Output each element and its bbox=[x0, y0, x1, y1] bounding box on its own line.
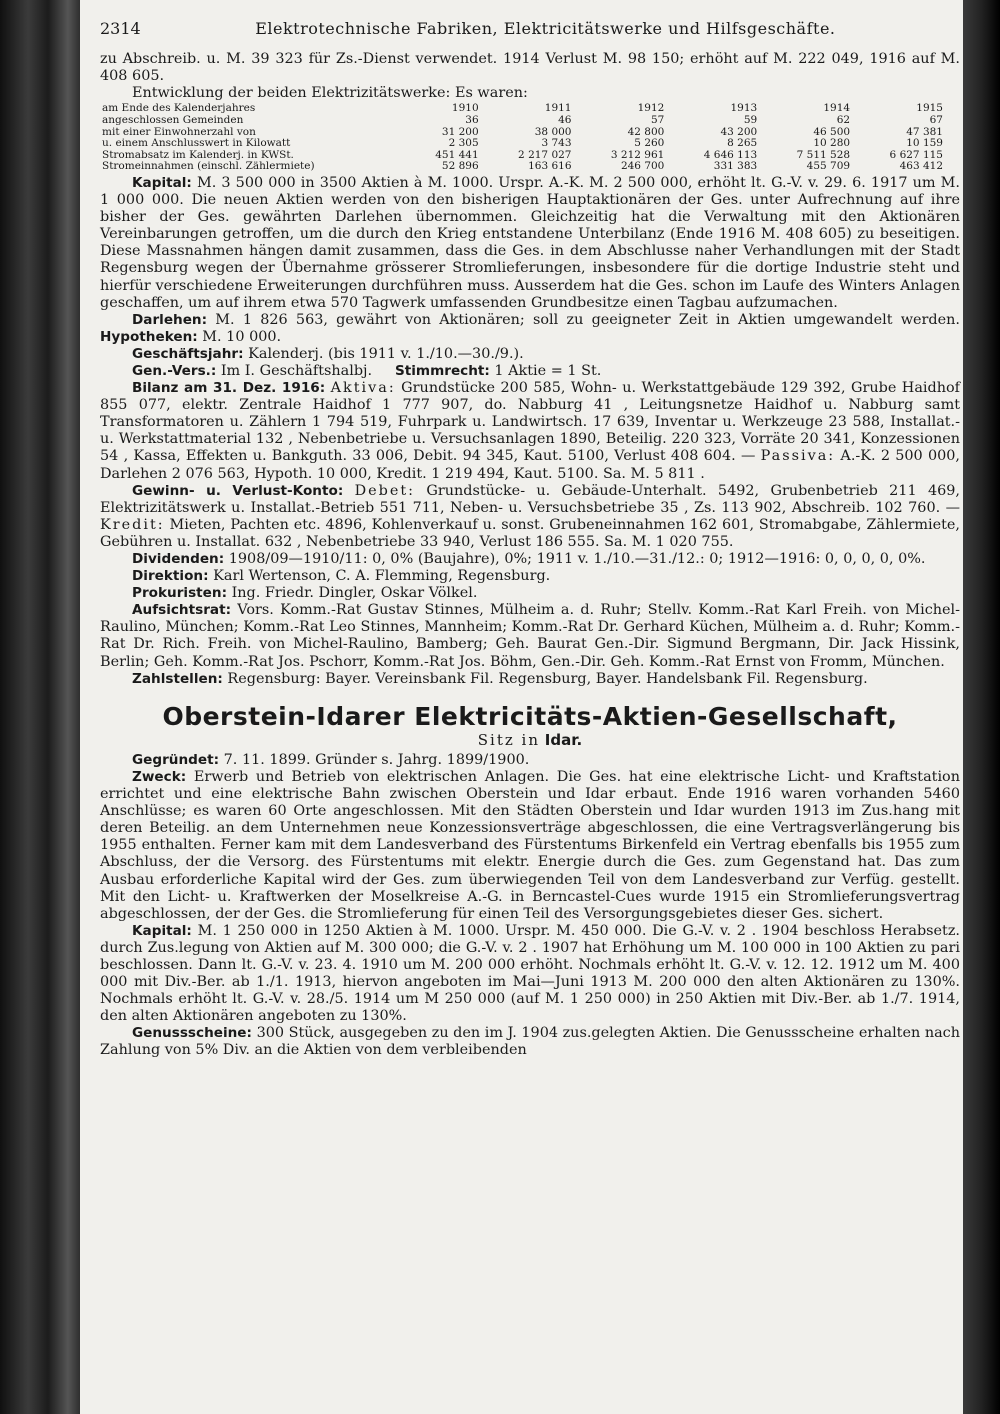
zahlstellen-section bbox=[100, 671, 960, 688]
dividenden-text: 1908/09—1910/11: 0, 0% (Baujahre), 0%; 1911 v. 1./10.—31./12.: 0; 1912—1916: 0, 0, 0, 0, 0%. bbox=[228, 551, 926, 567]
stats-row bbox=[100, 138, 945, 150]
kapital-text: M. 3 500 000 in 3500 Aktien à M. 1000. Urspr. A.-K. M. 2 500 000, erhöht lt. G.-V. v. 29. 6. 1917 um M. 1 000 000. Die neuen Aktien werden von den bisherigen Hauptaktionären der Ges. unter Aufrechnung auf ihre bisher der Ges. gewährten Darlehen übernommen. Gleichzeitig hat die Verwaltung mit den Aktionären Vereinbarungen getroffen, um die durch den Krieg entstandene Unterbilanz (Ende 1916 M. 408 605) zu beseitigen. Diese Massnahmen hängen damit zusammen, dass die Ges. in dem Abschlusse naher Verhandlungen mit der Stadt Regensburg wegen der Übernahme grösserer Stromlieferungen, insbesondere für die dortige Industrie steht und hierfür verschiedene Erweiterungen durchführen muss. Ausserdem hat die Ges. schon im Laufe des Winters Anlagen geschaffen, um auf ihrem etwa 570 Tagwerk umfassenden Grundbesitze einen Tagbau aufzumachen. bbox=[100, 174, 960, 311]
stats-cell: 52 896 bbox=[441, 160, 479, 173]
guv-label: Gewinn- u. Verlust-Konto: bbox=[132, 482, 344, 499]
debet-label: Debet: bbox=[354, 482, 416, 499]
page-edge-shadow bbox=[963, 0, 1000, 1414]
sitz-city: Idar. bbox=[544, 730, 583, 749]
direktion-text: Karl Wertenson, C. A. Flemming, Regensburg. bbox=[213, 568, 551, 585]
stats-row-label: angeschlossen Gemeinden bbox=[102, 113, 244, 126]
dividenden-label: Dividenden: bbox=[132, 551, 225, 567]
stats-cell: 1912 bbox=[637, 102, 665, 115]
genussscheine-section bbox=[100, 1025, 960, 1059]
bilanz-section bbox=[100, 380, 960, 483]
gj-label: Geschäftsjahr: bbox=[132, 345, 244, 362]
stats-row-label: Stromeinnahmen (einschl. Zählermiete) bbox=[102, 160, 315, 173]
darlehen-text: M. 1 826 563, gewährt von Aktionären; soll zu geeigneter Zeit in Aktien umgewandelt werden. bbox=[215, 311, 960, 328]
geschaeftsjahr-section bbox=[100, 346, 960, 363]
kapital-section bbox=[100, 175, 960, 312]
running-header bbox=[100, 20, 960, 37]
stats-cell: 463 412 bbox=[899, 160, 943, 173]
stats-cell: 6 627 115 bbox=[889, 148, 943, 161]
stimmrecht-text: 1 Aktie = 1 St. bbox=[494, 362, 602, 379]
intro-paragraph: zu Abschreib. u. M. 39 323 für Zs.-Dienst verwendet. 1914 Verlust M. 98 150; erhöht auf M. 222 049, 1916 auf M. 408 605. bbox=[100, 51, 960, 85]
kapital2-label: Kapital: bbox=[132, 922, 192, 939]
stats-row-label: u. einem Anschlusswert in Kilowatt bbox=[102, 137, 291, 150]
bilanz-label: Bilanz am 31. Dez. 1916: bbox=[132, 380, 326, 397]
darlehen-section bbox=[100, 312, 960, 346]
company-heading: Oberstein-Idarer Elektricitäts-Aktien-Gesellschaft, bbox=[162, 701, 898, 731]
stimmrecht-label: Stimmrecht: bbox=[394, 362, 490, 379]
zweck-section bbox=[100, 769, 960, 923]
stats-cell: 10 159 bbox=[906, 137, 943, 150]
genussscheine-label: Genussscheine: bbox=[132, 1025, 252, 1042]
development-intro: Entwicklung der beiden Elektrizitätswerke: Es waren: bbox=[132, 85, 528, 102]
zweck-label: Zweck: bbox=[132, 768, 187, 785]
stats-cell: 46 500 bbox=[813, 125, 851, 138]
direktion-label: Direktion: bbox=[132, 568, 209, 585]
aufsichtsrat-label: Aufsichtsrat: bbox=[132, 602, 231, 619]
gv-text: Im I. Geschäftshalbj. bbox=[220, 362, 373, 379]
aktiva-label: Aktiva: bbox=[330, 380, 396, 397]
bilanz-passiva-text: A.-K. 2 500 000, Darlehen 2 076 563, Hypoth. 10 000, Kredit. 1 219 494, Kaut. 5100. Sa. M. 5 811 . bbox=[100, 448, 961, 482]
stats-cell: 67 bbox=[929, 113, 943, 126]
sitz-prefix: Sitz in bbox=[477, 730, 541, 749]
stats-cell: 4 646 113 bbox=[703, 148, 758, 161]
page-number: 2314 bbox=[100, 19, 141, 38]
stats-cell: 47 381 bbox=[906, 125, 943, 138]
kapital2-text: M. 1 250 000 in 1250 Aktien à M. 1000. Urspr. M. 450 000. Die G.-V. v. 2 . 1904 beschloss Herabsetz. durch Zus.legung von Aktien auf M. 300 000; die G.-V. v. 2 . 1907 hat Erhöhung um M. 100 000 in 100 Aktien zu pari beschlossen. Dann lt. G.-V. v. 23. 4. 1910 um M. 200 000 erhöht. Nochmals erhöht lt. G.-V. v. 12. 12. 1912 um M. 400 000 mit Div.-Ber. ab 1./1. 1913, hiervon angeboten im Mai—Juni 1913 M. 200 000 den alten Aktionären zu 130%. Nochmals erhöht lt. G.-V. v. 28./5. 1914 um M 250 000 (auf M. 1 250 000) in 250 Aktien mit Div.-Ber. ab 1./7. 1914, den alten Aktionären angeboten zu 130%. bbox=[100, 922, 961, 1025]
kapital-label: Kapital: bbox=[132, 174, 192, 191]
guv-debet-text: Grundstücke- u. Gebäude-Unterhalt. 5492, Grubenbetrieb 211 469, Elektrizitätswerk u. Installat.-Betrieb 551 711, Neben- u. Versuchsbetriebe 35 , Zs. 113 902, Abschreib. 102 760. — bbox=[100, 482, 960, 516]
darlehen-label: Darlehen: bbox=[132, 311, 208, 328]
aufsichtsrat-text: Vors. Komm.-Rat Gustav Stinnes, Mülheim a. d. Ruhr; Stellv. Komm.-Rat Karl Freih. von Michel-Raulino, München; Komm.-Rat Leo Stinnes, Mannheim; Komm.-Rat Dr. Gerhard Küchen, Mülheim a. d. Ruhr; Komm.-Rat Dr. Rich. Freih. von Michel-Raulino, Bamberg; Geh. Baurat Gen.-Dir. Sigmund Bergmann, Dir. Jack Hissink, Berlin; Geh. Komm.-Rat Jos. Pschorr, Komm.-Rat Jos. Böhm, Gen.-Dir. Geh. Komm.-Rat Ernst von Fromm, München. bbox=[100, 602, 961, 670]
stats-cell: 31 200 bbox=[441, 125, 479, 138]
stats-cell: 3 743 bbox=[541, 137, 572, 150]
stats-cell: 1915 bbox=[916, 102, 943, 115]
stats-cell: 57 bbox=[650, 113, 665, 126]
gegruendet-section bbox=[100, 752, 960, 769]
stats-cell: 455 709 bbox=[806, 160, 851, 173]
zweck-text: Erwerb und Betrieb von elektrischen Anlagen. Die Ges. hat eine elektrische Licht- und Kraftstation errichtet und eine elektrische Bahn zwischen Oberstein und Idar erbaut. Ende 1916 waren vorhanden 5460 Anschlüsse; es waren 60 Orte angeschlossen. Mit den Städten Oberstein und Idar wurden 1913 im Zus.hang mit deren Beteilig. an dem Unternehmen neue Konzessionsverträge abgeschlossen, die eine Vertragsverlängerung bis 1955 enthalten. Ferner kam mit dem Landesverband des Fürstentums Birkenfeld ein Vertrag ebenfalls bis 1955 zum Abschluss, der die Versorg. des Fürstentums mit elektr. Energie durch die Ges. zum Gegenstand hat. Das zum Ausbau erforderliche Kapital wird der Ges. zum überwiegenden Teil von dem Landesverband zur Verfüg. gestellt. Mit den Licht- u. Kraftwerken der Moselkreise A.-G. in Berncastel-Cues wurde 1915 ein Stromlieferungsvertrag abgeschlossen, der der Ges. die Stromlieferung für einen Teil des Versorgungsgebietes dieser Ges. sichert. bbox=[100, 768, 960, 922]
guv-section bbox=[100, 483, 960, 551]
stats-cell: 1910 bbox=[451, 102, 479, 115]
hypotheken-label: Hypotheken: bbox=[100, 328, 198, 345]
stats-cell: 10 280 bbox=[813, 137, 851, 150]
zahlstellen-text: Regensburg: Bayer. Vereinsbank Fil. Regensburg, Bayer. Handelsbank Fil. Regensburg. bbox=[227, 670, 868, 687]
page-content bbox=[100, 20, 960, 1060]
stats-cell: 451 441 bbox=[435, 148, 479, 161]
guv-kredit-text: Mieten, Pachten etc. 4896, Kohlenverkauf u. sonst. Grubeneinnahmen 162 601, Stromabgabe, Zählermiete, Gebühren u. Installat. 632 , Nebenbetriebe 33 940, Verlust 186 555. Sa. M. 1 020 755. bbox=[100, 516, 960, 550]
stats-cell: 62 bbox=[836, 113, 851, 126]
stats-cell: 59 bbox=[743, 113, 758, 126]
zahlstellen-label: Zahlstellen: bbox=[132, 670, 223, 687]
kapital2-section bbox=[100, 923, 960, 1026]
stats-cell: 1913 bbox=[730, 102, 758, 115]
gegruendet-text: 7. 11. 1899. Gründer s. Jahrg. 1899/1900. bbox=[223, 751, 530, 768]
stats-cell: 331 383 bbox=[713, 160, 758, 173]
gegruendet-label: Gegründet: bbox=[132, 751, 220, 768]
company-seat bbox=[100, 732, 960, 749]
stats-cell: 8 265 bbox=[727, 137, 758, 150]
genvers-section bbox=[100, 363, 960, 380]
stats-row-label: am Ende des Kalenderjahres bbox=[102, 102, 256, 115]
book-spine-shadow bbox=[0, 0, 80, 1414]
stats-cell: 36 bbox=[465, 113, 479, 126]
stats-cell: 1914 bbox=[823, 102, 851, 115]
gj-text: Kalenderj. (bis 1911 v. 1./10.—30./9.). bbox=[248, 345, 524, 362]
stats-row-label: mit einer Einwohnerzahl von bbox=[102, 125, 256, 138]
stats-cell: 38 000 bbox=[534, 125, 572, 138]
stats-cell: 2 217 027 bbox=[518, 148, 572, 161]
stats-cell: 1911 bbox=[544, 102, 572, 115]
stats-cell: 46 bbox=[558, 113, 572, 126]
kredit-label: Kredit: bbox=[100, 516, 165, 533]
bilanz-aktiva-text: Grundstücke 200 585, Wohn- u. Werkstattgebäude 129 392, Grube Haidhof 855 077, elektr. Zentrale Haidhof 1 777 907, do. Nabburg 41 , Leitungsnetze Haidhof u. Nabburg samt Transformatoren u. Zählern 1 794 519, Fuhrpark u. Landwirtsch. 17 639, Inventar u. Werkzeuge 23 588, Installat.- u. Werkstattmaterial 132 , Nebenbetriebe u. Versuchsanlagen 1890, Beteilig. 220 323, Vorräte 20 341, Konzessionen 54 , Kassa, Effekten u. Bankguth. 33 006, Debit. 94 345, Kaut. 5100, Verlust 408 604. — bbox=[100, 380, 961, 465]
running-title: Elektrotechnische Fabriken, Elektricitätswerke und Hilfsgeschäfte. bbox=[255, 19, 836, 38]
stats-cell: 7 511 528 bbox=[796, 148, 851, 161]
direktion-section bbox=[100, 568, 960, 585]
stats-cell: 43 200 bbox=[720, 125, 758, 138]
stats-row bbox=[100, 115, 945, 127]
hypotheken-text: M. 10 000. bbox=[202, 328, 282, 345]
aufsichtsrat-section bbox=[100, 602, 960, 670]
genussscheine-text: 300 Stück, ausgegeben zu den im J. 1904 zus.gelegten Aktien. Die Genussscheine erhalten nach Zahlung von 5% Div. an die Aktien von dem verbleibenden bbox=[100, 1025, 960, 1059]
stats-row bbox=[100, 161, 945, 173]
stats-cell: 3 212 961 bbox=[610, 148, 665, 161]
stats-cell: 2 305 bbox=[448, 137, 479, 150]
stats-cell: 163 616 bbox=[528, 160, 572, 173]
stats-row-label: Stromabsatz im Kalenderj. in KWSt. bbox=[102, 148, 294, 161]
statistics-table bbox=[100, 103, 945, 173]
prokuristen-label: Prokuristen: bbox=[132, 585, 228, 602]
prokuristen-section bbox=[100, 585, 960, 602]
gv-label: Gen.-Vers.: bbox=[132, 362, 217, 379]
stats-cell: 5 260 bbox=[634, 137, 665, 150]
passiva-label: Passiva: bbox=[760, 448, 836, 465]
stats-cell: 42 800 bbox=[627, 125, 665, 138]
dividenden-section bbox=[100, 551, 960, 568]
stats-cell: 246 700 bbox=[620, 160, 665, 173]
prokuristen-text: Ing. Friedr. Dingler, Oskar Völkel. bbox=[231, 585, 478, 602]
